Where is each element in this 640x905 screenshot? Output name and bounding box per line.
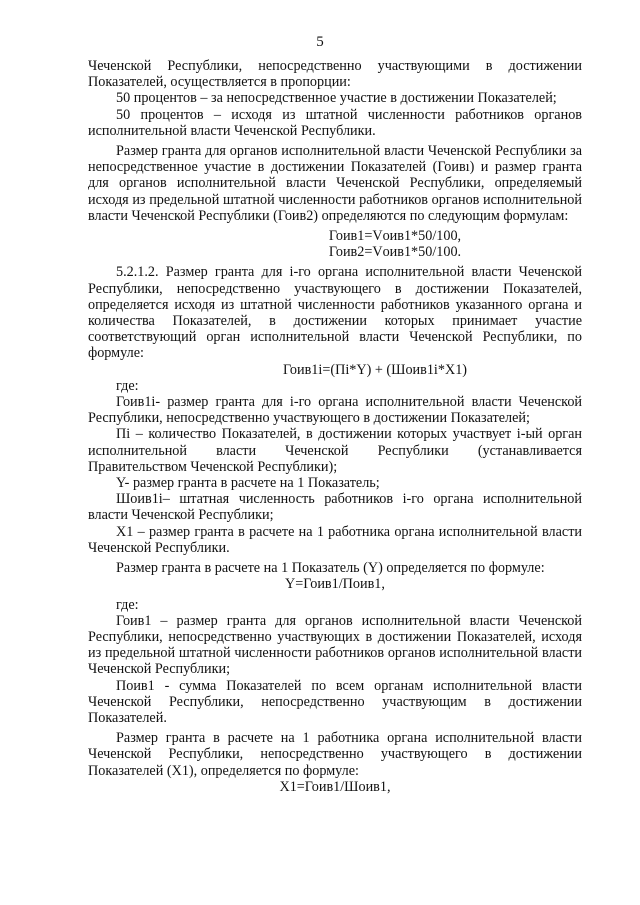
paragraph: Y- размер гранта в расчете на 1 Показатель; (116, 475, 380, 492)
formula: Y=Гоив1/Поив1, (285, 576, 385, 593)
paragraph: Размер гранта в расчете на 1 Показатель (Y) определяется по формуле: (116, 560, 545, 577)
paragraph: 5.2.1.2. Размер гранта для i-го органа исполнительной власти Чеченской Республики, непосредственно участвующего в достижении Показателей, определяется исходя из штатной численности работников указанного органа и количества Показателей, в достижении которых принимает участие соответствующий орган исполнительной власти Чеченской Республики, по формуле: (88, 264, 582, 362)
formula: Гоив2=Vоив1*50/100. (328, 244, 462, 261)
paragraph: X1 – размер гранта в расчете на 1 работника органа исполнительной власти Чеченской Республики. (88, 523, 582, 556)
page-number: 5 (316, 34, 324, 50)
paragraph: где: (116, 377, 139, 394)
paragraph: Размер гранта в расчете на 1 работника органа исполнительной власти Чеченской Республики, непосредственно участвующего в достижении Показателей (X1), определяется по формуле: (88, 730, 582, 779)
formula: X1=Гоив1/Шоив1, (279, 778, 391, 795)
paragraph: Гоив1i- размер гранта для i-го органа исполнительной власти Чеченской Республики, непосредственно участвующего в достижении Показателей; (88, 394, 582, 427)
paragraph: 50 процентов – за непосредственное участие в достижении Показателей; (116, 90, 557, 107)
paragraph: Пi – количество Показателей, в достижении которых участвует i-ый орган исполнительной власти Чеченской Республики (устанавливается Правительством Чеченской Республики); (88, 426, 582, 475)
paragraph: Чеченской Республики, непосредственно участвующими в достижении Показателей, осуществляется в пропорции: (88, 58, 582, 91)
paragraph: Гоив1 – размер гранта для органов исполнительной власти Чеченской Республики, непосредственно участвующих в достижении Показателей, исходя из предельной штатной численности работников органов исполнительной власти Чеченской Республики; (88, 612, 582, 678)
document-body (88, 58, 582, 795)
paragraph: 50 процентов – исходя из штатной численности работников органов исполнительной власти Чеченской Республики. (88, 106, 582, 139)
paragraph: Шоив1i– штатная численность работников i-го органа исполнительной власти Чеченской Республики; (88, 491, 582, 524)
formula: Гоив1=Vоив1*50/100, (328, 228, 462, 245)
paragraph: Поив1 - сумма Показателей по всем органам исполнительной власти Чеченской Республики, непосредственно участвующим в достижении Показателей. (88, 677, 582, 726)
paragraph: где: (116, 596, 139, 613)
formula: Гоив1i=(Пi*Y) + (Шоив1i*X1) (282, 361, 468, 378)
paragraph: Размер гранта для органов исполнительной власти Чеченской Республики за непосредственное участие в достижении Показателей (Гоивı) и размер гранта для органов исполнительной власти Чеченской Республики, определяемый исходя из предельной штатной численности работников органов исполнительной власти Чеченской Республики (Гоив2) определяются по следующим формулам: (88, 143, 582, 224)
